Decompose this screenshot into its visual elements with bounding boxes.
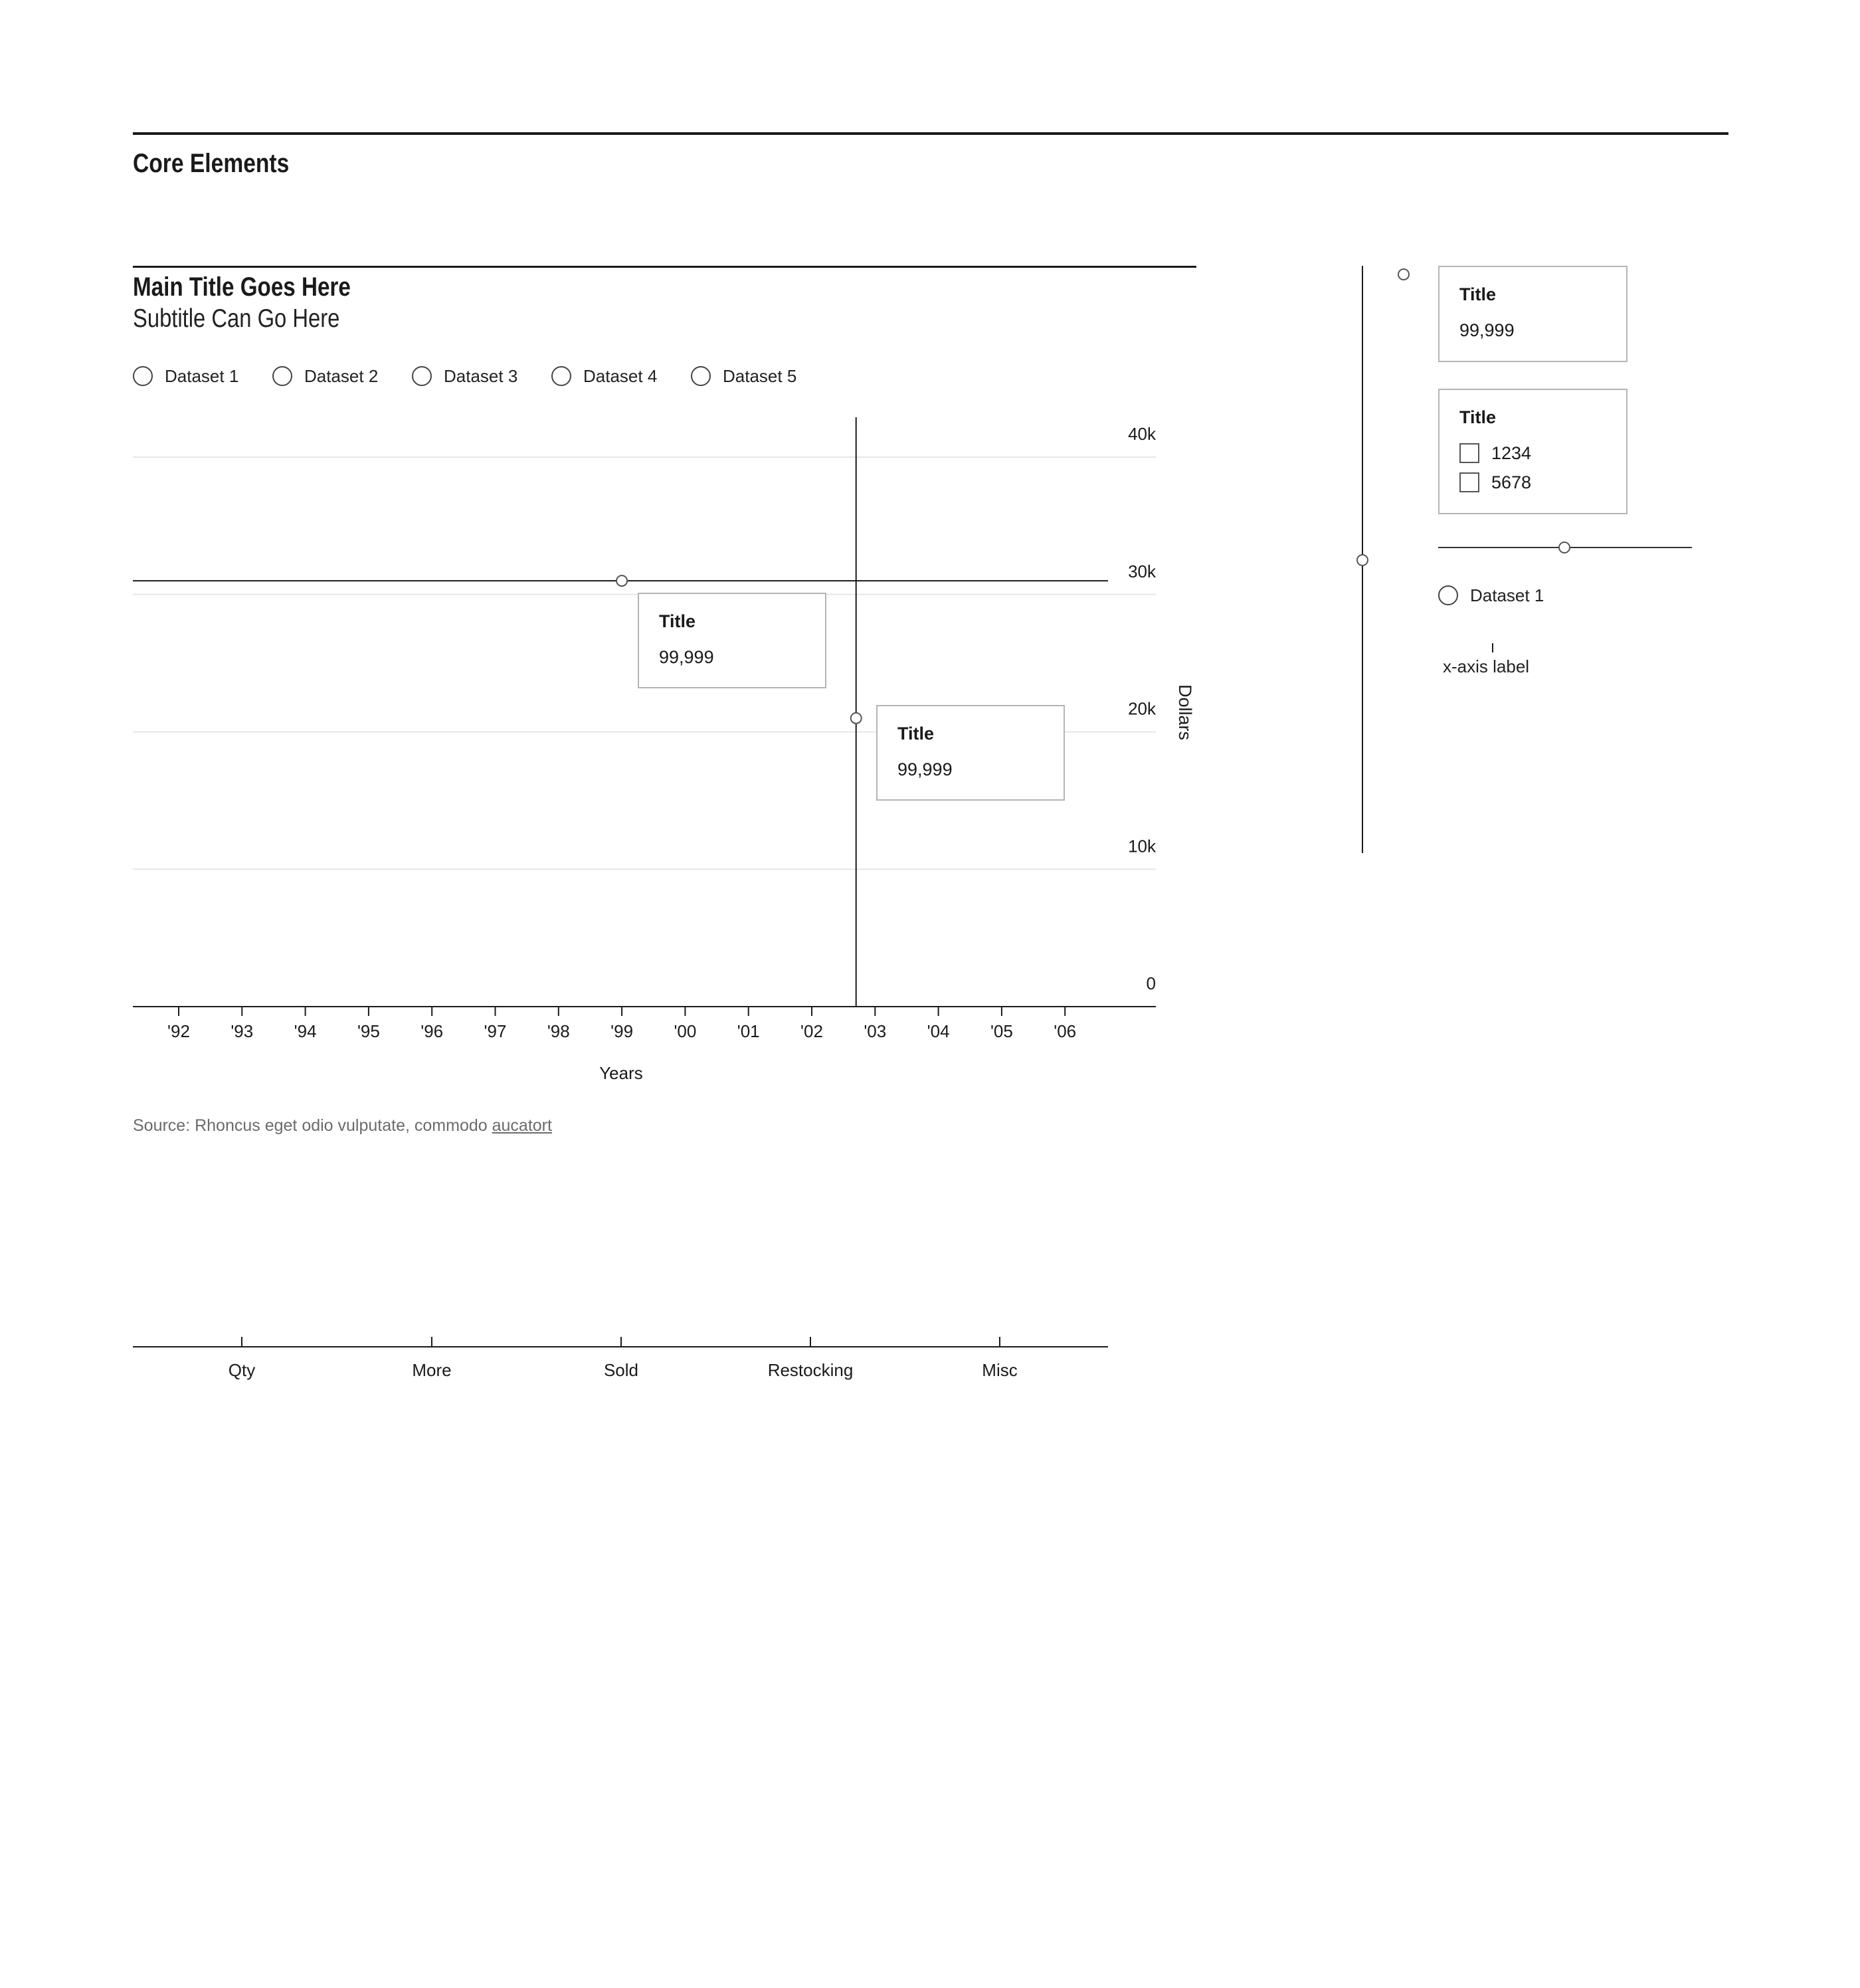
x-tick-label: '05: [990, 1021, 1013, 1041]
chart-main-title: Main Title Goes Here: [133, 272, 351, 302]
category-label: Sold: [603, 1360, 639, 1380]
category-label: Qty: [228, 1360, 256, 1380]
radio-icon[interactable]: [1438, 585, 1458, 605]
category-label: More: [412, 1360, 452, 1380]
checkbox-label: 1234: [1491, 443, 1532, 463]
legend-item-dataset-1[interactable]: Dataset 1: [133, 364, 238, 388]
tooltip-title: Title: [1459, 284, 1497, 304]
legend-item-dataset-3[interactable]: Dataset 3: [412, 364, 517, 388]
data-point-marker[interactable]: [851, 713, 862, 724]
category-axis: [0, 1322, 1129, 1395]
category-label: Restocking: [767, 1360, 854, 1380]
source-note: Source: Rhoncus eget odio vulputate, commodo aucatort: [133, 1116, 552, 1135]
sample-axis-handle-icon[interactable]: [1354, 551, 1371, 569]
checkbox-5678[interactable]: [1459, 472, 1479, 492]
x-tick-label: '01: [737, 1021, 760, 1041]
tooltip-title: Title: [659, 611, 696, 631]
tooltip-value: 99,999: [897, 759, 953, 779]
x-tick-label: '04: [927, 1021, 950, 1041]
section-title: Core Elements: [133, 149, 290, 178]
sample-legend-item[interactable]: Dataset 1: [1438, 583, 1544, 607]
chart-tooltip-2: [876, 705, 1065, 801]
legend-item-dataset-4[interactable]: Dataset 4: [551, 364, 657, 388]
legend-item-dataset-5[interactable]: Dataset 5: [691, 364, 796, 388]
y-tick-label: 40k: [1128, 424, 1156, 444]
source-link[interactable]: aucatort: [492, 1116, 552, 1135]
x-tick-label: '93: [231, 1021, 254, 1041]
y-tick-label: 20k: [1128, 698, 1156, 719]
legend-item-dataset-2[interactable]: Dataset 2: [272, 364, 378, 388]
category-label: Misc: [982, 1360, 1018, 1380]
sample-hover-dot-icon: [1395, 266, 1412, 283]
x-tick-label: '96: [420, 1021, 444, 1041]
tooltip-title: Title: [897, 724, 935, 744]
x-tick-label: '95: [357, 1021, 380, 1041]
x-tick-label: '92: [167, 1021, 190, 1041]
sample-checkbox-tooltip: [1438, 389, 1628, 514]
data-point-marker[interactable]: [616, 575, 627, 586]
x-tick-label: '98: [547, 1021, 570, 1041]
x-axis-title: Years: [599, 1063, 643, 1083]
chart-subtitle: Subtitle Can Go Here: [133, 304, 340, 333]
x-tick-label: '00: [674, 1021, 697, 1041]
checkbox-label: 5678: [1491, 472, 1532, 492]
sample-axis-tick: [1492, 643, 1493, 652]
x-tick-label: '02: [800, 1021, 823, 1041]
x-tick-label: '99: [610, 1021, 634, 1041]
tooltip-title: Title: [1459, 407, 1497, 427]
x-tick-label: '06: [1054, 1021, 1077, 1041]
y-tick-label: 0: [1146, 973, 1156, 993]
y-axis-title: Dollars: [1175, 684, 1195, 741]
tooltip-value: 99,999: [659, 647, 714, 667]
sample-axis-label: x-axis label: [1443, 656, 1530, 676]
x-tick-label: '94: [294, 1021, 317, 1041]
y-tick-label: 30k: [1128, 561, 1156, 581]
x-tick-label: '03: [864, 1021, 887, 1041]
slider-handle-icon[interactable]: [1556, 539, 1573, 556]
x-tick-label: '97: [484, 1021, 507, 1041]
y-tick-label: 10k: [1128, 836, 1156, 856]
chart-tooltip-1: [638, 593, 826, 688]
sample-tooltip: [1438, 266, 1628, 362]
tooltip-value: 99,999: [1459, 320, 1515, 340]
checkbox-1234[interactable]: [1459, 443, 1479, 463]
